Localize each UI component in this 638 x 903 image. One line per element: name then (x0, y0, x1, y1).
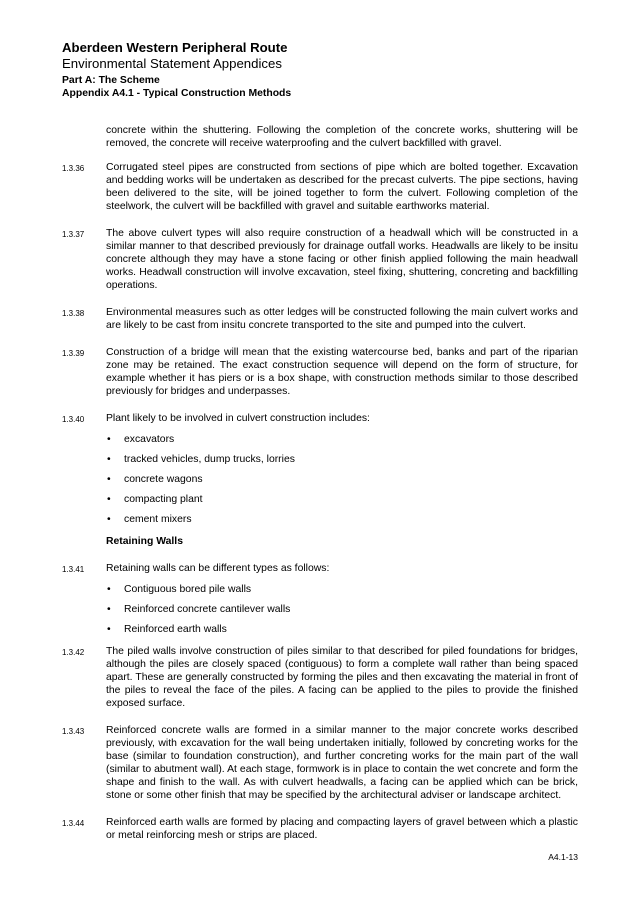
list-item-text: compacting plant (124, 494, 203, 505)
list-item-text: Reinforced concrete cantilever walls (124, 604, 291, 615)
bullet-icon: • (107, 454, 111, 465)
paragraph (62, 724, 578, 802)
paragraph-text: Corrugated steel pipes are constructed from sections of pipe which are bolted together. Excavation and bedding works will be undertaken as described for the precast culverts. The pipe sections, having been delivered to the site, will be joined together to form the culvert. Following completion of the steelwork, the culvert will be backfilled with gravel and suitable earthworks material. (106, 162, 578, 212)
list-item (62, 433, 578, 446)
list-item (62, 583, 578, 596)
list-item (62, 473, 578, 486)
bullet-icon: • (107, 434, 111, 445)
paragraph-text: Environmental measures such as otter ledges will be constructed following the main culvert works and are likely to be cast from insitu concrete transported to the site and pumped into the culvert. (106, 307, 578, 331)
list-item-text: Reinforced earth walls (124, 624, 227, 635)
page-number: A4.1-13 (548, 852, 578, 862)
plant-list (62, 433, 578, 526)
paragraph (62, 227, 578, 292)
paragraph-text: Reinforced earth walls are formed by placing and compacting layers of gravel between which a plastic or metal reinforcing mesh or strips are placed. (106, 817, 578, 841)
paragraph (62, 412, 578, 425)
paragraph (62, 816, 578, 842)
list-item (62, 623, 578, 636)
list-item (62, 453, 578, 466)
bullet-icon: • (107, 584, 111, 595)
bullet-icon: • (107, 624, 111, 635)
paragraph (62, 645, 578, 710)
paragraph (62, 306, 578, 332)
paragraph-text: concrete within the shuttering. Following the completion of the concrete works, shuttering will be removed, the concrete will receive waterproofing and the culvert backfilled with gravel. (106, 125, 578, 149)
list-item-text: Contiguous bored pile walls (124, 584, 252, 595)
bullet-icon: • (107, 494, 111, 505)
paragraph-number: 1.3.42 (62, 648, 85, 657)
paragraph-text: Reinforced concrete walls are formed in a similar manner to the major concrete works described previously, with excavation for the wall being undertaken initially, followed by concreting works for the base (similar to foundation construction), and further concreting works for the main part of the wall (similar to abutment wall). At each stage, formwork is in place to contain the wet concrete and form the shape and finish to the wall. As with culvert headwalls, a facing can be applied which can be brick, stone or some other finish that may be specified by the architectural adviser or landscape architect. (106, 725, 578, 801)
paragraph-number: 1.3.40 (62, 415, 85, 424)
list-item-text: concrete wagons (124, 474, 203, 485)
bullet-icon: • (107, 514, 111, 525)
paragraph-number: 1.3.39 (62, 349, 85, 358)
paragraph-text: Retaining walls can be different types as follows: (106, 563, 330, 574)
paragraph-number: 1.3.41 (62, 565, 85, 574)
paragraph (62, 562, 578, 575)
document-title: Aberdeen Western Peripheral Route (62, 40, 288, 55)
paragraph-text: Construction of a bridge will mean that the existing watercourse bed, banks and part of the riparian zone may be retained. The exact construction sequence will depend on the form of structure, for example whether it has piers or is a box shape, with construction methods similar to those described previously for bridges and underpasses. (106, 347, 578, 397)
part-heading: Part A: The Scheme (62, 75, 160, 86)
list-item-text: tracked vehicles, dump trucks, lorries (124, 454, 295, 465)
paragraph (62, 161, 578, 213)
wall-types-list (62, 583, 578, 636)
document-body (62, 124, 578, 856)
paragraph-number: 1.3.36 (62, 164, 85, 173)
paragraph-text: The above culvert types will also require construction of a headwall which will be constructed in a similar manner to that described previously for drainage outfall works. Headwalls are likely to be insitu concrete although they may have a stone facing or other finish applied following the main headwall works. Headwall construction will involve excavation, steel fixing, shuttering, concreting and backfilling operations. (106, 228, 578, 291)
paragraph (62, 346, 578, 398)
bullet-icon: • (107, 604, 111, 615)
paragraph-number: 1.3.43 (62, 727, 85, 736)
list-item-text: cement mixers (124, 514, 192, 525)
bullet-icon: • (107, 474, 111, 485)
list-item (62, 493, 578, 506)
section-subheading: Retaining Walls (106, 536, 183, 547)
paragraph-number: 1.3.44 (62, 819, 85, 828)
list-item (62, 513, 578, 526)
list-item (62, 603, 578, 616)
paragraph-text: The piled walls involve construction of piles similar to that described for piled foundations for bridges, although the piles are closely spaced (contiguous) to form a complete wall rather than being spaced apart. These are generally constructed by forming the piles and then excavating the material in front of the piles to reveal the face of the piles. A facing can be applied to the piles to provide the finished exposed surface. (106, 646, 578, 709)
paragraph-text: Plant likely to be involved in culvert construction includes: (106, 413, 370, 424)
paragraph-number: 1.3.37 (62, 230, 85, 239)
paragraph-number: 1.3.38 (62, 309, 85, 318)
appendix-heading: Appendix A4.1 - Typical Construction Methods (62, 88, 292, 99)
continuation-paragraph (62, 124, 578, 150)
list-item-text: excavators (124, 434, 175, 445)
document-header (62, 40, 582, 100)
document-subtitle: Environmental Statement Appendices (62, 56, 282, 71)
